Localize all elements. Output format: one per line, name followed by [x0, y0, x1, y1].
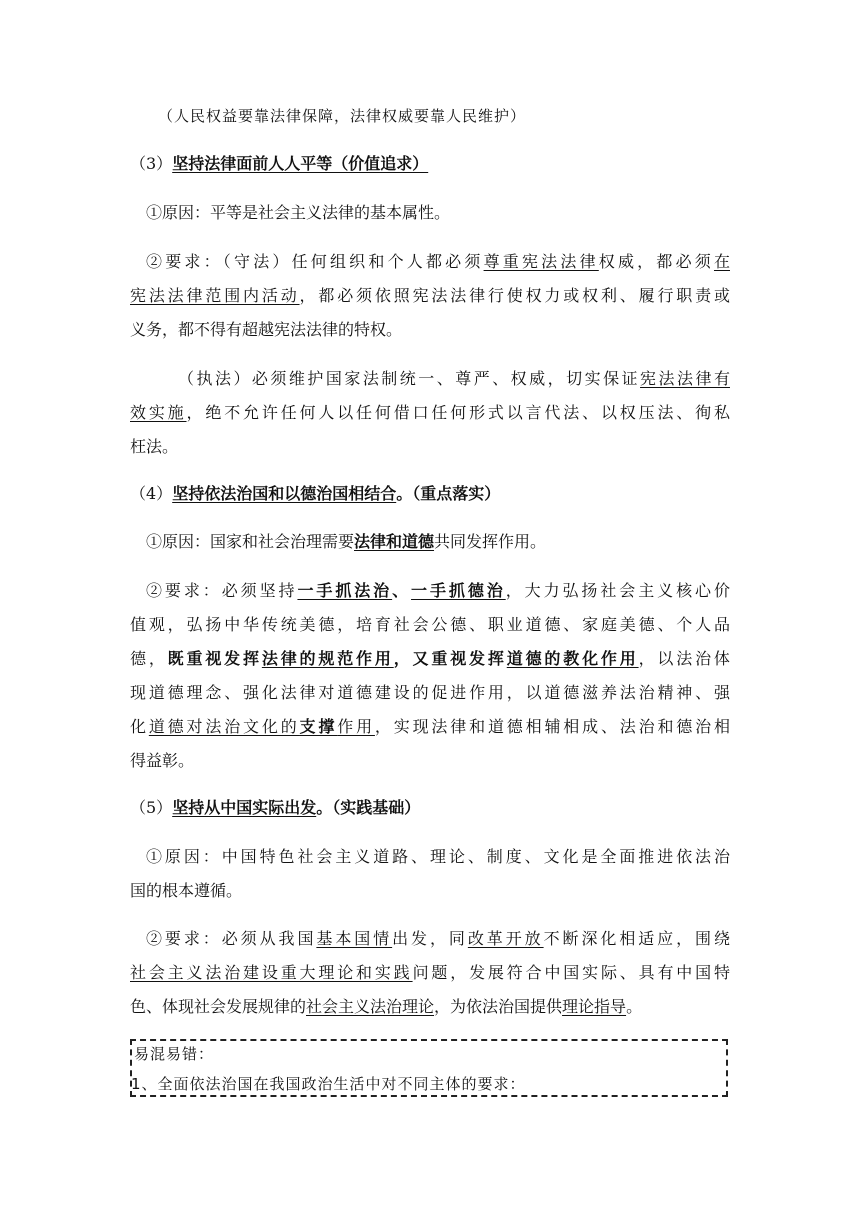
h4-req-line-6: 得益彰。	[130, 751, 195, 770]
text: ①原因：国家和社会治理需要	[146, 532, 355, 551]
text: 。	[626, 997, 643, 1016]
h3-exec-line-2	[130, 403, 730, 423]
text: ，以法治体	[638, 649, 730, 668]
text: ②要求：必须从我国	[146, 929, 317, 948]
confusion-box-item-1: 1、全面依法治国在我国政治生活中对不同主体的要求：	[131, 1075, 526, 1093]
text: 出发，同	[392, 929, 468, 948]
h5-req-line-3	[130, 997, 730, 1017]
underlined-text: 社会主义法治建设重大理论和实践	[130, 963, 413, 982]
heading-3-number: （3）	[130, 154, 173, 173]
heading-4	[130, 484, 730, 504]
text: ，为依法治国提供	[434, 997, 563, 1016]
confusion-box	[130, 1039, 728, 1097]
text: ，实现法律和道德相辅相成、法治和德治相	[374, 717, 730, 736]
h3-req-line-3: 义务，都不得有超越宪法法律的特权。	[130, 320, 403, 339]
heading-4-title: 坚持依法治国和以德治国相结合	[172, 484, 397, 503]
heading-5	[130, 798, 730, 818]
underlined-text: 作用	[337, 717, 375, 736]
heading-5-title: 坚持从中国实际出发	[172, 798, 317, 817]
underlined-text: 法律的规范作用	[261, 649, 394, 668]
text: ，绝不允许任何人以任何借口任何形式以言代法、以权压法、徇私	[186, 403, 730, 422]
h4-req-line-1	[146, 581, 730, 601]
underlined-text: 理论指导	[562, 997, 627, 1016]
heading-3	[130, 154, 730, 174]
h4-req-line-5	[130, 717, 730, 737]
h4-req-line-3	[130, 649, 730, 669]
underlined-text: 道德的教化作用	[506, 649, 639, 668]
heading-4-number: （4）	[130, 484, 173, 503]
text: ，都必须依照宪法法律行使权力或权利、履行职责或	[299, 286, 730, 305]
text: ，大力弘扬社会主义核心价	[505, 581, 730, 600]
underlined-text: 改革开放	[467, 929, 544, 948]
h5-req-line-1	[146, 929, 730, 949]
h3-req-line-2	[130, 286, 730, 306]
text: 权威，都必须	[598, 252, 714, 271]
underlined-text: 尊重宪法法律	[483, 252, 599, 271]
h4-reason	[146, 532, 746, 552]
heading-4-tail: 。（重点落实）	[396, 484, 501, 503]
h3-exec-line-1	[178, 369, 730, 389]
h5-req-line-2	[130, 963, 730, 983]
text: ②要求：（守法）任何组织和个人都必须	[146, 252, 484, 271]
underlined-text: 在	[713, 252, 730, 271]
text: 色、体现社会发展规律的	[130, 997, 307, 1016]
h4-req-line-2: 值观，弘扬中华传统美德，培育社会公德、职业道德、家庭美德、个人品	[130, 615, 730, 634]
heading-5-number: （5）	[130, 798, 173, 817]
underlined-text: 一手抓德治	[411, 581, 506, 600]
bold-text: 既重视发挥	[167, 649, 262, 668]
underlined-text: 宪法法律范围内活动	[130, 286, 300, 305]
text: （执法）必须维护国家法制统一、尊严、权威，切实保证	[178, 369, 641, 388]
underlined-text: 道德对法治文化的	[148, 717, 300, 736]
text: 德，	[130, 649, 168, 668]
text: ②要求：必须坚持	[146, 581, 298, 600]
h4-req-line-4: 现道德理念、强化法律对道德建设的促进作用，以道德滋养法治精神、强	[130, 683, 730, 702]
underlined-text: 一手抓法治	[297, 581, 393, 600]
underlined-text: 基本国情	[316, 929, 393, 948]
underlined-text: 效实施	[130, 403, 187, 422]
h5-reason-line-1: ①原因：中国特色社会主义道路、理论、制度、文化是全面推进依法治	[146, 847, 730, 866]
underlined-text: 宪法法律有	[640, 369, 730, 388]
text: 化	[130, 717, 149, 736]
confusion-box-title: 易混易错：	[134, 1045, 215, 1063]
h3-reason: ①原因：平等是社会主义法律的基本属性。	[146, 203, 451, 222]
text: 共同发挥作用。	[434, 532, 547, 551]
heading-3-title: 坚持法律面前人人平等（价值追求）	[172, 154, 429, 173]
text: 问题，发展符合中国实际、具有中国特	[412, 963, 730, 982]
underlined-text: 法律和道德	[354, 532, 435, 551]
bold-text: ，又重视发挥	[393, 649, 507, 668]
text: 不断深化相适应，围绕	[543, 929, 730, 948]
h5-reason-line-2: 国的根本遵循。	[130, 881, 243, 900]
heading-5-tail: 。（实践基础）	[316, 798, 421, 817]
underlined-text: 支撑	[299, 717, 338, 736]
underlined-text: 社会主义法治理论	[306, 997, 435, 1016]
paragraph-intro: （人民权益要靠法律保障，法律权威要靠人民维护）	[158, 107, 527, 125]
text: 、	[392, 581, 412, 600]
h3-exec-line-3: 枉法。	[130, 437, 179, 456]
h3-req-line-1	[146, 252, 730, 272]
